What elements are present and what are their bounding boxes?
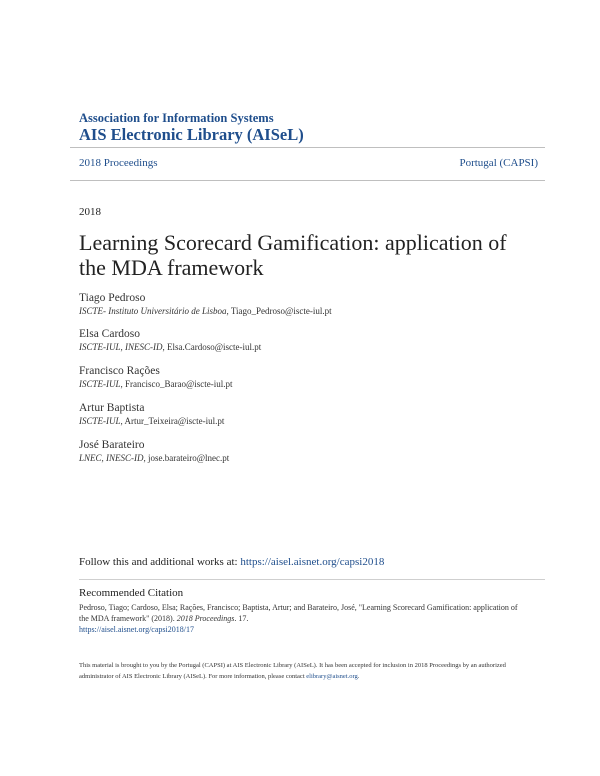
- publication-year: 2018: [79, 206, 101, 218]
- follow-text: Follow this and additional works at:: [79, 556, 241, 568]
- bottom-divider: [70, 180, 545, 181]
- author-affiliation: ISCTE-IUL: [79, 416, 121, 426]
- author-name: Artur Baptista: [79, 402, 145, 414]
- author-email: Tiago_Pedroso@iscte-iul.pt: [230, 306, 332, 316]
- footer-end: .: [357, 673, 360, 680]
- org-name[interactable]: Association for Information Systems: [79, 111, 274, 125]
- author-block: Tiago Pedroso ISCTE- Instituto Universitário de Lisboa, Tiago_Pedroso@iscte-iul.pt: [79, 292, 332, 316]
- collection-link[interactable]: https://aisel.aisnet.org/capsi2018: [240, 556, 385, 568]
- paper-title: Learning Scorecard Gamification: application of the MDA framework: [79, 230, 507, 280]
- citation-number: . 17.: [234, 614, 249, 623]
- breadcrumb-proceedings[interactable]: 2018 Proceedings: [79, 157, 158, 169]
- citation-link[interactable]: https://aisel.aisnet.org/capsi2018/17: [79, 625, 194, 634]
- author-email: Francisco_Barao@iscte-iul.pt: [125, 379, 233, 389]
- author-block: Artur Baptista ISCTE-IUL, Artur_Teixeira@iscte-iul.pt: [79, 402, 225, 426]
- citation-text: Pedroso, Tiago; Cardoso, Elsa; Rações, Francisco; Baptista, Artur; and Barateiro, José, "Learning Scorecard Gamification: application of the MDA framework" (2018).: [79, 603, 518, 623]
- top-divider: [70, 147, 545, 148]
- footer-notice: [79, 660, 524, 682]
- contact-email-link[interactable]: elibrary@aisnet.org: [306, 673, 358, 680]
- library-name[interactable]: AIS Electronic Library (AISeL): [79, 125, 304, 144]
- citation-journal: 2018 Proceedings: [176, 614, 235, 623]
- author-name: Elsa Cardoso: [79, 328, 141, 340]
- author-block: Francisco Rações ISCTE-IUL, Francisco_Barao@iscte-iul.pt: [79, 365, 233, 389]
- breadcrumb-collection[interactable]: Portugal (CAPSI): [459, 157, 538, 169]
- author-block: José Barateiro LNEC, INESC-ID, jose.barateiro@lnec.pt: [79, 439, 230, 463]
- author-affiliation: ISCTE-IUL: [79, 379, 121, 389]
- author-email: Elsa.Cardoso@iscte-iul.pt: [167, 342, 262, 352]
- citation-divider: [79, 579, 545, 580]
- author-affiliation: ISCTE- Instituto Universitário de Lisboa: [79, 306, 227, 316]
- footer-text: This material is brought to you by the Portugal (CAPSI) at AIS Electronic Library (AISeL). It has been accepted for inclusion in 2018 Proceedings by an authorized administrator of AIS Electronic Library (AISeL). For more information, please contact: [79, 662, 506, 680]
- author-block: Elsa Cardoso ISCTE-IUL, INESC-ID, Elsa.Cardoso@iscte-iul.pt: [79, 328, 262, 352]
- author-name: José Barateiro: [79, 439, 145, 451]
- author-affiliation: ISCTE-IUL, INESC-ID: [79, 342, 163, 352]
- author-email: jose.barateiro@lnec.pt: [148, 453, 230, 463]
- follow-line: [79, 556, 384, 568]
- recommended-citation-heading: Recommended Citation: [79, 587, 184, 599]
- recommended-citation: [79, 602, 519, 635]
- author-affiliation: LNEC, INESC-ID: [79, 453, 144, 463]
- author-name: Francisco Rações: [79, 365, 160, 377]
- header: [79, 111, 304, 145]
- author-name: Tiago Pedroso: [79, 292, 146, 304]
- author-email: Artur_Teixeira@iscte-iul.pt: [124, 416, 225, 426]
